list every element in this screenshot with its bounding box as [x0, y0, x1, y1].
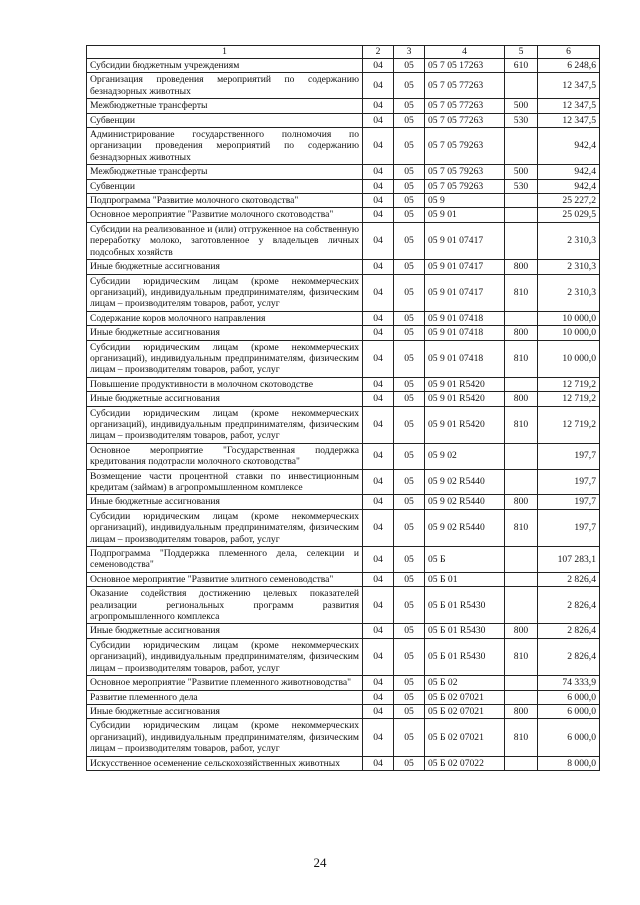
cell-subsection: 05 — [394, 704, 425, 718]
cell-amount: 197,7 — [538, 495, 600, 509]
cell-amount: 6 000,0 — [538, 690, 600, 704]
cell-expense-type: 800 — [505, 260, 538, 274]
table-row — [87, 274, 600, 311]
table-row — [87, 587, 600, 624]
cell-amount: 10 000,0 — [538, 311, 600, 325]
cell-target-code: 05 Б 01 — [425, 572, 505, 586]
cell-subsection: 05 — [394, 165, 425, 179]
cell-name: Субсидии бюджетным учреждениям — [87, 59, 363, 73]
table-row — [87, 406, 600, 443]
cell-section: 04 — [363, 208, 394, 222]
table-row — [87, 311, 600, 325]
cell-expense-type — [505, 222, 538, 259]
cell-subsection: 05 — [394, 311, 425, 325]
cell-target-code: 05 9 01 07418 — [425, 326, 505, 340]
cell-name: Основное мероприятие "Развитие элитного семеноводства" — [87, 572, 363, 586]
cell-name: Организация проведения мероприятий по содержанию безнадзорных животных — [87, 73, 363, 99]
cell-section: 04 — [363, 179, 394, 193]
cell-subsection: 05 — [394, 509, 425, 546]
header-cell-section: 2 — [363, 46, 394, 59]
cell-subsection: 05 — [394, 326, 425, 340]
cell-amount: 2 826,4 — [538, 587, 600, 624]
cell-subsection: 05 — [394, 194, 425, 208]
cell-name: Подпрограмма "Развитие молочного скотоводства" — [87, 194, 363, 208]
cell-name: Иные бюджетные ассигнования — [87, 624, 363, 638]
cell-name: Субсидии юридическим лицам (кроме некоммерческих организаций), индивидуальным предпринимателям, физическим лицам – производителям товаров, работ, услуг — [87, 406, 363, 443]
cell-target-code: 05 7 05 77263 — [425, 113, 505, 127]
table-row — [87, 377, 600, 391]
cell-target-code: 05 Б 02 07021 — [425, 690, 505, 704]
cell-expense-type: 800 — [505, 704, 538, 718]
cell-amount: 6 248,6 — [538, 59, 600, 73]
cell-target-code: 05 7 05 79263 — [425, 128, 505, 165]
cell-subsection: 05 — [394, 495, 425, 509]
table-row — [87, 113, 600, 127]
cell-name: Субвенции — [87, 113, 363, 127]
table-row — [87, 179, 600, 193]
cell-name: Субсидии юридическим лицам (кроме некоммерческих организаций), индивидуальным предпринимателям, физическим лицам – производителям товаров, работ, услуг — [87, 509, 363, 546]
cell-expense-type — [505, 690, 538, 704]
cell-subsection: 05 — [394, 719, 425, 756]
cell-target-code: 05 9 01 07418 — [425, 311, 505, 325]
cell-expense-type — [505, 194, 538, 208]
cell-name: Основное мероприятие "Государственная поддержка кредитования подотрасли молочного скотоводства" — [87, 443, 363, 469]
cell-subsection: 05 — [394, 624, 425, 638]
cell-amount: 2 826,4 — [538, 572, 600, 586]
cell-subsection: 05 — [394, 756, 425, 770]
cell-section: 04 — [363, 392, 394, 406]
cell-section: 04 — [363, 624, 394, 638]
cell-subsection: 05 — [394, 377, 425, 391]
cell-expense-type: 810 — [505, 406, 538, 443]
cell-target-code: 05 9 01 07417 — [425, 274, 505, 311]
cell-amount: 942,4 — [538, 179, 600, 193]
cell-name: Субсидии юридическим лицам (кроме некоммерческих организаций), индивидуальным предпринимателям, физическим лицам – производителям товаров, работ, услуг — [87, 638, 363, 675]
cell-name: Иные бюджетные ассигнования — [87, 704, 363, 718]
cell-target-code: 05 9 02 R5440 — [425, 469, 505, 495]
cell-expense-type — [505, 377, 538, 391]
cell-target-code: 05 9 02 R5440 — [425, 495, 505, 509]
cell-amount: 942,4 — [538, 128, 600, 165]
cell-section: 04 — [363, 638, 394, 675]
cell-amount: 12 347,5 — [538, 73, 600, 99]
cell-expense-type — [505, 443, 538, 469]
table-row — [87, 392, 600, 406]
cell-subsection: 05 — [394, 676, 425, 690]
cell-subsection: 05 — [394, 208, 425, 222]
cell-expense-type: 500 — [505, 165, 538, 179]
cell-expense-type: 800 — [505, 392, 538, 406]
cell-amount: 2 310,3 — [538, 222, 600, 259]
cell-name: Возмещение части процентной ставки по инвестиционным кредитам (займам) в агропромышленном комплексе — [87, 469, 363, 495]
cell-subsection: 05 — [394, 572, 425, 586]
cell-name: Иные бюджетные ассигнования — [87, 260, 363, 274]
cell-name: Основное мероприятие "Развитие молочного скотоводства" — [87, 208, 363, 222]
cell-section: 04 — [363, 128, 394, 165]
header-cell-target-code: 4 — [425, 46, 505, 59]
cell-target-code: 05 7 05 79263 — [425, 179, 505, 193]
cell-name: Оказание содействия достижению целевых показателей реализации региональных программ развития агропромышленного комплекса — [87, 587, 363, 624]
table-row — [87, 326, 600, 340]
cell-name: Иные бюджетные ассигнования — [87, 326, 363, 340]
cell-amount: 6 000,0 — [538, 719, 600, 756]
table-row — [87, 704, 600, 718]
cell-target-code: 05 9 — [425, 194, 505, 208]
table-row — [87, 208, 600, 222]
cell-subsection: 05 — [394, 260, 425, 274]
cell-amount: 942,4 — [538, 165, 600, 179]
cell-amount: 12 347,5 — [538, 99, 600, 113]
cell-name: Субсидии юридическим лицам (кроме некоммерческих организаций), индивидуальным предпринимателям, физическим лицам – производителям товаров, работ, услуг — [87, 719, 363, 756]
cell-target-code: 05 Б 01 R5430 — [425, 638, 505, 675]
cell-target-code: 05 7 05 17263 — [425, 59, 505, 73]
cell-subsection: 05 — [394, 99, 425, 113]
cell-amount: 2 826,4 — [538, 624, 600, 638]
cell-target-code: 05 9 02 — [425, 443, 505, 469]
cell-target-code: 05 Б — [425, 547, 505, 573]
table-row — [87, 509, 600, 546]
cell-expense-type — [505, 311, 538, 325]
table-row — [87, 469, 600, 495]
cell-section: 04 — [363, 311, 394, 325]
cell-name: Межбюджетные трансферты — [87, 99, 363, 113]
table-row — [87, 638, 600, 675]
cell-name: Искусственное осеменение сельскохозяйственных животных — [87, 756, 363, 770]
cell-section: 04 — [363, 165, 394, 179]
cell-target-code: 05 9 01 07417 — [425, 260, 505, 274]
cell-target-code: 05 Б 02 — [425, 676, 505, 690]
cell-section: 04 — [363, 676, 394, 690]
cell-expense-type: 500 — [505, 99, 538, 113]
cell-expense-type — [505, 128, 538, 165]
table-row — [87, 222, 600, 259]
cell-amount: 2 310,3 — [538, 274, 600, 311]
table-row — [87, 547, 600, 573]
cell-subsection: 05 — [394, 690, 425, 704]
cell-section: 04 — [363, 572, 394, 586]
table-row — [87, 624, 600, 638]
table-row — [87, 340, 600, 377]
cell-name: Повышение продуктивности в молочном скотоводстве — [87, 377, 363, 391]
cell-name: Иные бюджетные ассигнования — [87, 495, 363, 509]
cell-section: 04 — [363, 719, 394, 756]
cell-subsection: 05 — [394, 179, 425, 193]
cell-expense-type: 800 — [505, 495, 538, 509]
cell-subsection: 05 — [394, 469, 425, 495]
cell-amount: 12 347,5 — [538, 113, 600, 127]
cell-section: 04 — [363, 73, 394, 99]
cell-subsection: 05 — [394, 73, 425, 99]
cell-amount: 197,7 — [538, 469, 600, 495]
cell-amount: 10 000,0 — [538, 326, 600, 340]
cell-expense-type: 810 — [505, 719, 538, 756]
cell-name: Развитие племенного дела — [87, 690, 363, 704]
cell-target-code: 05 Б 02 07021 — [425, 704, 505, 718]
cell-expense-type: 810 — [505, 509, 538, 546]
cell-amount: 74 333,9 — [538, 676, 600, 690]
table-row — [87, 59, 600, 73]
cell-subsection: 05 — [394, 222, 425, 259]
cell-subsection: 05 — [394, 59, 425, 73]
cell-expense-type: 530 — [505, 113, 538, 127]
table-row — [87, 260, 600, 274]
cell-section: 04 — [363, 406, 394, 443]
cell-amount: 107 283,1 — [538, 547, 600, 573]
cell-name: Основное мероприятие "Развитие племенного животноводства" — [87, 676, 363, 690]
cell-subsection: 05 — [394, 406, 425, 443]
page-number: 24 — [313, 855, 327, 870]
cell-name: Субсидии юридическим лицам (кроме некоммерческих организаций), индивидуальным предпринимателям, физическим лицам – производителям товаров, работ, услуг — [87, 274, 363, 311]
table-row — [87, 194, 600, 208]
cell-target-code: 05 Б 01 R5430 — [425, 624, 505, 638]
cell-subsection: 05 — [394, 547, 425, 573]
cell-section: 04 — [363, 222, 394, 259]
cell-amount: 2 826,4 — [538, 638, 600, 675]
cell-name: Администрирование государственного полномочия по организации проведения мероприятий по содержанию безнадзорных животных — [87, 128, 363, 165]
cell-subsection: 05 — [394, 113, 425, 127]
cell-subsection: 05 — [394, 340, 425, 377]
cell-expense-type: 610 — [505, 59, 538, 73]
cell-amount: 12 719,2 — [538, 406, 600, 443]
cell-section: 04 — [363, 547, 394, 573]
cell-section: 04 — [363, 690, 394, 704]
cell-section: 04 — [363, 274, 394, 311]
cell-section: 04 — [363, 756, 394, 770]
table-body — [87, 59, 600, 771]
table-row — [87, 73, 600, 99]
budget-table — [86, 45, 600, 771]
cell-amount: 197,7 — [538, 509, 600, 546]
table-row — [87, 676, 600, 690]
table-row — [87, 128, 600, 165]
cell-expense-type — [505, 676, 538, 690]
cell-section: 04 — [363, 194, 394, 208]
table-row — [87, 99, 600, 113]
cell-section: 04 — [363, 377, 394, 391]
table-row — [87, 443, 600, 469]
cell-amount: 8 000,0 — [538, 756, 600, 770]
cell-section: 04 — [363, 113, 394, 127]
cell-target-code: 05 9 01 R5420 — [425, 392, 505, 406]
cell-name: Подпрограмма "Поддержка племенного дела, селекции и семеноводства" — [87, 547, 363, 573]
cell-section: 04 — [363, 59, 394, 73]
cell-target-code: 05 9 01 07418 — [425, 340, 505, 377]
cell-subsection: 05 — [394, 392, 425, 406]
table-row — [87, 690, 600, 704]
cell-subsection: 05 — [394, 274, 425, 311]
cell-target-code: 05 Б 02 07021 — [425, 719, 505, 756]
header-cell-name: 1 — [87, 46, 363, 59]
cell-amount: 12 719,2 — [538, 377, 600, 391]
cell-expense-type: 810 — [505, 638, 538, 675]
cell-expense-type — [505, 469, 538, 495]
cell-target-code: 05 Б 01 R5430 — [425, 587, 505, 624]
cell-name: Межбюджетные трансферты — [87, 165, 363, 179]
cell-target-code: 05 9 01 — [425, 208, 505, 222]
cell-amount: 25 227,2 — [538, 194, 600, 208]
table-row — [87, 719, 600, 756]
cell-expense-type — [505, 587, 538, 624]
cell-section: 04 — [363, 704, 394, 718]
cell-expense-type: 800 — [505, 624, 538, 638]
cell-subsection: 05 — [394, 443, 425, 469]
header-cell-subsection: 3 — [394, 46, 425, 59]
cell-target-code: 05 9 01 R5420 — [425, 406, 505, 443]
cell-amount: 2 310,3 — [538, 260, 600, 274]
cell-subsection: 05 — [394, 638, 425, 675]
cell-section: 04 — [363, 260, 394, 274]
cell-subsection: 05 — [394, 587, 425, 624]
table-row — [87, 572, 600, 586]
cell-expense-type — [505, 208, 538, 222]
cell-target-code: 05 9 01 07417 — [425, 222, 505, 259]
cell-section: 04 — [363, 99, 394, 113]
cell-amount: 197,7 — [538, 443, 600, 469]
cell-section: 04 — [363, 587, 394, 624]
budget-table-container — [86, 45, 599, 771]
cell-amount: 25 029,5 — [538, 208, 600, 222]
table-row — [87, 165, 600, 179]
cell-expense-type — [505, 73, 538, 99]
cell-expense-type — [505, 547, 538, 573]
header-row — [87, 46, 600, 59]
cell-name: Иные бюджетные ассигнования — [87, 392, 363, 406]
cell-name: Содержание коров молочного направления — [87, 311, 363, 325]
cell-amount: 12 719,2 — [538, 392, 600, 406]
cell-target-code: 05 9 02 R5440 — [425, 509, 505, 546]
cell-section: 04 — [363, 340, 394, 377]
cell-target-code: 05 7 05 77263 — [425, 73, 505, 99]
cell-section: 04 — [363, 509, 394, 546]
cell-section: 04 — [363, 326, 394, 340]
header-cell-amount: 6 — [538, 46, 600, 59]
table-row — [87, 495, 600, 509]
cell-section: 04 — [363, 443, 394, 469]
cell-target-code: 05 9 01 R5420 — [425, 377, 505, 391]
cell-name: Субвенции — [87, 179, 363, 193]
cell-section: 04 — [363, 469, 394, 495]
cell-expense-type: 800 — [505, 326, 538, 340]
cell-expense-type: 810 — [505, 274, 538, 311]
cell-name: Субсидии на реализованное и (или) отгруженное на собственную переработку молоко, заготовленное у владельцев личных подсобных хозяйств — [87, 222, 363, 259]
table-row — [87, 756, 600, 770]
cell-expense-type: 530 — [505, 179, 538, 193]
header-cell-expense-type: 5 — [505, 46, 538, 59]
cell-name: Субсидии юридическим лицам (кроме некоммерческих организаций), индивидуальным предпринимателям, физическим лицам – производителям товаров, работ, услуг — [87, 340, 363, 377]
cell-expense-type: 810 — [505, 340, 538, 377]
cell-target-code: 05 7 05 79263 — [425, 165, 505, 179]
cell-expense-type — [505, 756, 538, 770]
cell-target-code: 05 7 05 77263 — [425, 99, 505, 113]
cell-target-code: 05 Б 02 07022 — [425, 756, 505, 770]
cell-amount: 6 000,0 — [538, 704, 600, 718]
cell-amount: 10 000,0 — [538, 340, 600, 377]
cell-subsection: 05 — [394, 128, 425, 165]
cell-expense-type — [505, 572, 538, 586]
cell-section: 04 — [363, 495, 394, 509]
